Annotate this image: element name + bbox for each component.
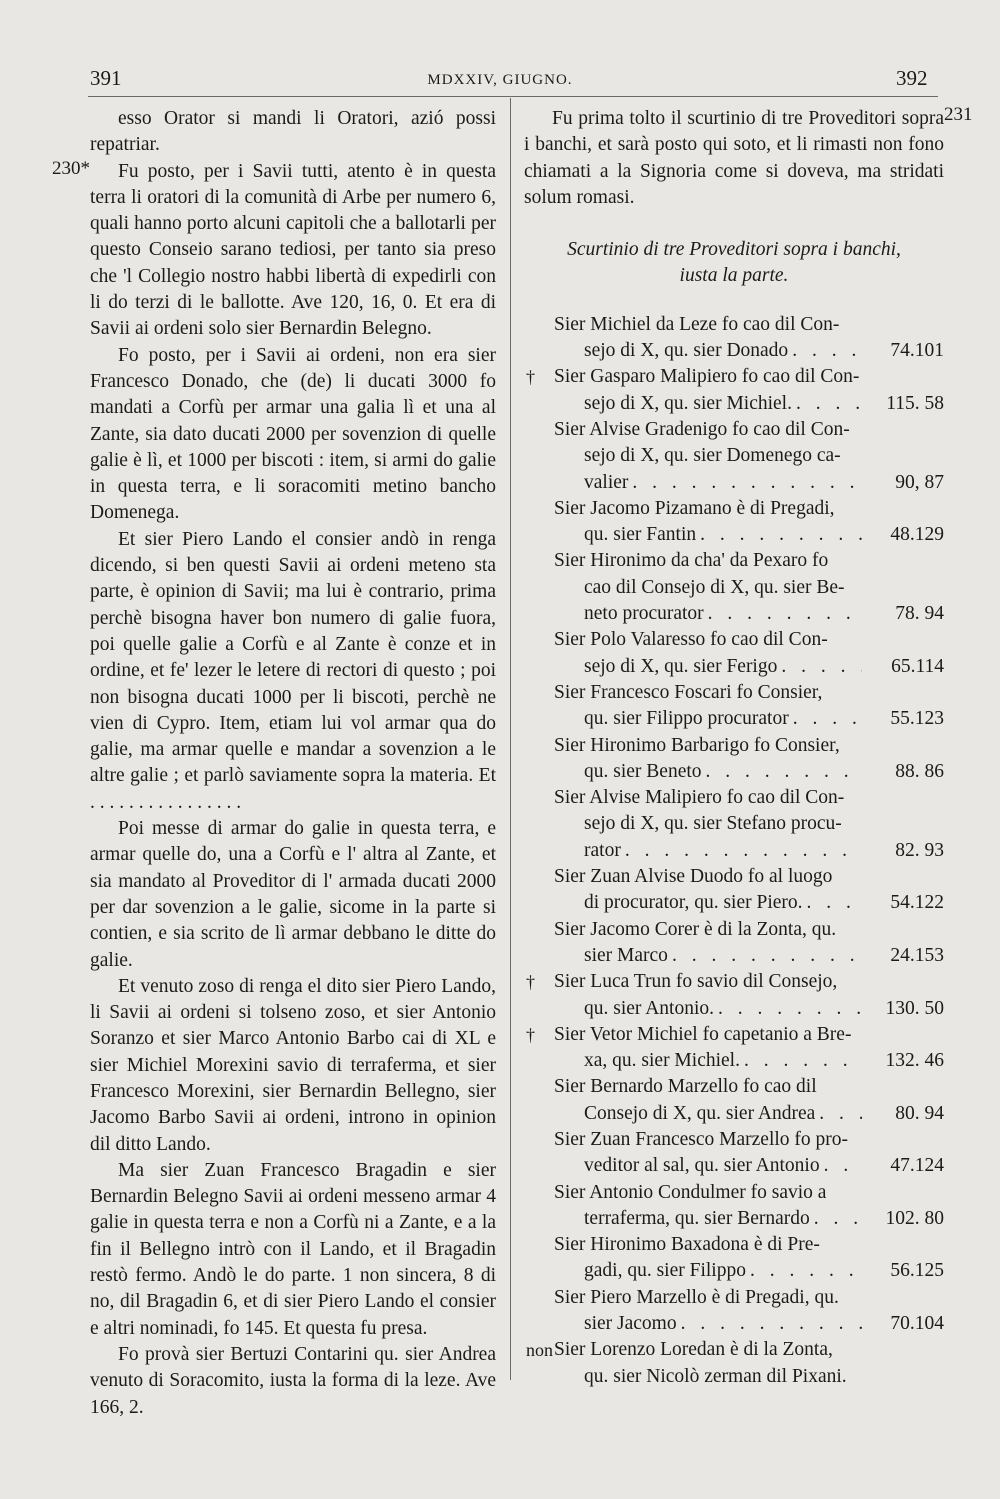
candidate-name: Sier Jacomo Pizamano è di Pregadi, [554,497,835,519]
candidate-entry [524,312,944,365]
candidate-detail: qu. sier Nicolò zerman dil Pixani. [584,1365,847,1387]
dot-leader [789,706,862,732]
elected-mark: † [526,1024,535,1045]
candidate-entry [524,548,944,627]
candidate-detail: veditor al sal, qu. sier Antonio [584,1155,820,1177]
candidate-entry [524,364,944,417]
paragraph: Et venuto zoso di renga el dito sier Piero Lando, li Savii ai ordeni si tolseno zoso, et sier Antonio Soranzo et sier Marco Antonio Barbo cai di XL e sier Michiel Morexini savio di terraferma, et sier Francesco Morexini, sier Bernardin Bellegno, sier Jacomo Barbo Savii ai ordeni, introno in opinion dil ditto Lando. [90,975,496,1155]
vote-count: 47.124 [890,1155,944,1177]
candidate-detail: sier Marco [584,944,668,966]
dot-leader [746,1258,862,1284]
dot-leader [792,391,862,417]
vote-count: 65.114 [891,655,944,677]
candidate-detail: qu. sier Beneto [584,760,702,782]
vote-count: 70.104 [890,1313,944,1335]
candidate-detail: sejo di X, qu. sier Michiel. [584,392,792,414]
elected-mark: non [526,1340,553,1361]
candidate-detail: di procurator, qu. sier Piero. [584,892,803,914]
margin-note-right: 231 [944,104,973,125]
candidate-detail: gadi, qu. sier Filippo [584,1260,746,1282]
candidate-entry [524,1337,944,1390]
vote-count: 24.153 [890,944,944,966]
dot-leader [820,1153,862,1179]
candidate-entry [524,733,944,786]
dot-leader [815,1101,862,1127]
vote-count: 74.101 [890,340,944,362]
dot-leader [696,522,862,548]
vote-count: 82. 93 [895,839,944,861]
candidate-name: Sier Zuan Francesco Marzello fo pro- [554,1128,849,1150]
candidate-name: Sier Michiel da Leze fo cao dil Con- [554,313,840,335]
vote-count: 115. 58 [886,392,944,414]
dot-leader [621,838,862,864]
vote-count: 90, 87 [895,471,944,493]
candidate-name: Sier Zuan Alvise Duodo fo al luogo [554,866,833,888]
candidate-detail: neto procurator [584,603,704,625]
left-page-number: 391 [90,66,122,90]
candidate-entry [524,496,944,549]
candidate-entry [524,1180,944,1233]
candidate-entry [524,1232,944,1285]
margin-note-left: 230* [52,158,90,179]
candidate-entry [524,1285,944,1338]
vote-count: 78. 94 [895,603,944,625]
vote-count: 54.122 [890,892,944,914]
dot-leader [714,996,862,1022]
candidate-detail: Consejo di X, qu. sier Andrea [584,1102,816,1124]
right-page-number: 392 [896,66,928,90]
candidate-entry [524,627,944,680]
dot-leader [704,601,862,627]
paragraph: Poi messe di armar do galie in questa terra, e armar quelle do, una a Corfù e l' altra al Zante, et sia mandato al Proveditor di l' armada ducati 2000 per dar sovenzion a le galie, sicome in la parte si contien, e sia scrito de lì armar debbano le ditte do galie. [90,818,496,971]
paragraph: Fo posto, per i Savii ai ordeni, non era sier Francesco Donado, che (de) li ducati 3000 fo mandati a Corfù per armar una galia lì et una al Zante, sia dato ducati 2000 per sovenzion di quelle galie è lì, et 1000 per biscoti : item, si armi do galie in questa terra, e li soracomiti metino bancho Domenega. [90,344,496,524]
paragraph: Ma sier Zuan Francesco Bragadin e sier Bernardin Belegno Savii ai ordeni messeno armar 4 galie in questa terra e non a Corfù ni a Zante, e a la fin il Bellegno intrò con il Lando, et il Bragadin restò fermo. Andò le do parte. 1 non sincera, 8 di no, dil Bragadin 6, et di sier Piero Lando el consier e altri nominadi, fo 145. Et questa fu presa. [90,1159,496,1339]
header-rule [88,96,938,97]
vote-count: 56.125 [890,1260,944,1282]
paragraph: Et sier Piero Lando el consier andò in renga dicendo, si ben questi Savii ai ordeni meteno sta parte, è opinion di Savii; ma lui è contrario, prima perchè bisogna haver bon numero di galie fuora, poi quelle galie a Corfù e al Zante è conze et in ordine, et fe' lezer le letere di rectori di questo ; poi non bisogna ducati 1000 per li biscoti, perchè ne vien di Cypro. Item, etiam lui vol armar qua do galie, ma armar quelle e mandar a sovenzion a le altre galie ; et parlò saviamente sopra la materia. Et . . . . . . . . . . . . . . . . [90,528,496,813]
vote-count: 88. 86 [895,760,944,782]
dot-leader [810,1206,862,1232]
candidate-name: Sier Polo Valaresso fo cao dil Con- [554,629,828,651]
dot-leader [628,470,862,496]
dot-leader [777,654,862,680]
candidate-entry [524,785,944,864]
column-divider [510,98,511,1380]
candidate-entry [524,1022,944,1075]
candidate-name: Sier Hironimo Barbarigo fo Consier, [554,734,840,756]
vote-count: 48.129 [890,524,944,546]
candidate-detail: qu. sier Filippo procurator [584,708,789,730]
candidate-detail: qu. sier Antonio. [584,997,714,1019]
vote-count: 102. 80 [885,1207,944,1229]
vote-count: 55.123 [890,708,944,730]
candidate-name: Sier Jacomo Corer è di la Zonta, qu. [554,918,837,940]
paragraph: Fo provà sier Bertuzi Contarini qu. sier Andrea venuto di Soracomito, iusta la forma di la leze. Ave 166, 2. [90,1343,496,1418]
candidate-name: Sier Piero Marzello è di Pregadi, qu. [554,1286,839,1308]
candidate-name: Sier Luca Trun fo savio dil Consejo, [554,971,838,993]
vote-count: 132. 46 [885,1050,944,1072]
running-header: MDXXIV, GIUGNO. [427,72,573,88]
elected-mark: † [526,972,535,993]
candidate-entry [524,1127,944,1180]
candidate-detail: sejo di X, qu. sier Ferigo [584,655,778,677]
candidate-name: Sier Bernardo Marzello fo cao dil [554,1076,817,1098]
paragraph: esso Orator si mandi li Oratori, azió possi repatriar. [90,108,496,156]
candidate-entry [524,917,944,970]
vote-count: 130. 50 [885,997,944,1019]
candidate-detail: terraferma, qu. sier Bernardo [584,1207,810,1229]
dot-leader [803,890,862,916]
candidate-detail: sejo di X, qu. sier Donado [584,340,789,362]
candidate-detail: qu. sier Fantin [584,524,697,546]
dot-leader [740,1048,862,1074]
intro-paragraph: Fu prima tolto il scurtinio di tre Proveditori sopra i banchi, et sarà posto qui soto, et li rimasti non fono chiamati a la Signoria come si doveva, ma stridati solum romasi. [524,108,944,208]
candidate-detail: sejo di X, qu. sier Stefano procu- [584,813,842,835]
candidate-name: Sier Vetor Michiel fo capetanio a Bre- [554,1023,852,1045]
dot-leader [668,943,862,969]
candidate-name: Sier Lorenzo Loredan è di la Zonta, [554,1339,833,1361]
vote-count: 80. 94 [895,1102,944,1124]
candidate-name: Sier Francesco Foscari fo Consier, [554,681,823,703]
dot-leader [702,759,862,785]
candidate-entry [524,969,944,1022]
paragraph: Fu posto, per i Savii tutti, atento è in questa terra li oratori di la comunità di Arbe per numero 6, quali hanno porto alcuni capitoli che a ballotarli per questo Conseio sarano tediosi, per tanto sia preso che 'l Collegio nostro habbi libertà di expedirli con li do terzi di le ballotte. Ave 120, 16, 0. Et era di Savii ai ordeni solo sier Bernardin Belegno. [90,160,496,340]
candidate-entry [524,1074,944,1127]
scrutiny-heading [524,237,944,290]
candidate-detail: rator [584,839,621,861]
candidate-list [524,312,944,1390]
candidate-detail: xa, qu. sier Michiel. [584,1050,740,1072]
candidate-name: Sier Alvise Malipiero fo cao dil Con- [554,787,845,809]
right-column [524,106,944,1390]
candidate-name: Sier Hironimo Baxadona è di Pre- [554,1234,820,1256]
dot-leader [788,338,862,364]
candidate-name: Sier Gasparo Malipiero fo cao dil Con- [554,366,860,388]
candidate-name: Sier Hironimo da cha' da Pexaro fo [554,550,829,572]
candidate-detail: sier Jacomo [584,1313,677,1335]
candidate-entry [524,417,944,496]
candidate-name: Sier Antonio Condulmer fo savio a [554,1181,827,1203]
elected-mark: † [526,367,535,388]
scrutiny-title: Scurtinio di tre Proveditori sopra i banchi, [567,239,901,261]
candidate-detail: cao dil Consejo di X, qu. sier Be- [584,576,845,598]
candidate-name: Sier Alvise Gradenigo fo cao dil Con- [554,418,850,440]
candidate-detail: valier [584,471,629,493]
candidate-entry [524,864,944,917]
candidate-detail: sejo di X, qu. sier Domenego ca- [584,445,841,467]
candidate-entry [524,680,944,733]
scrutiny-subtitle: iusta la parte. [679,265,789,287]
dot-leader [677,1311,862,1337]
left-column [90,106,496,1421]
